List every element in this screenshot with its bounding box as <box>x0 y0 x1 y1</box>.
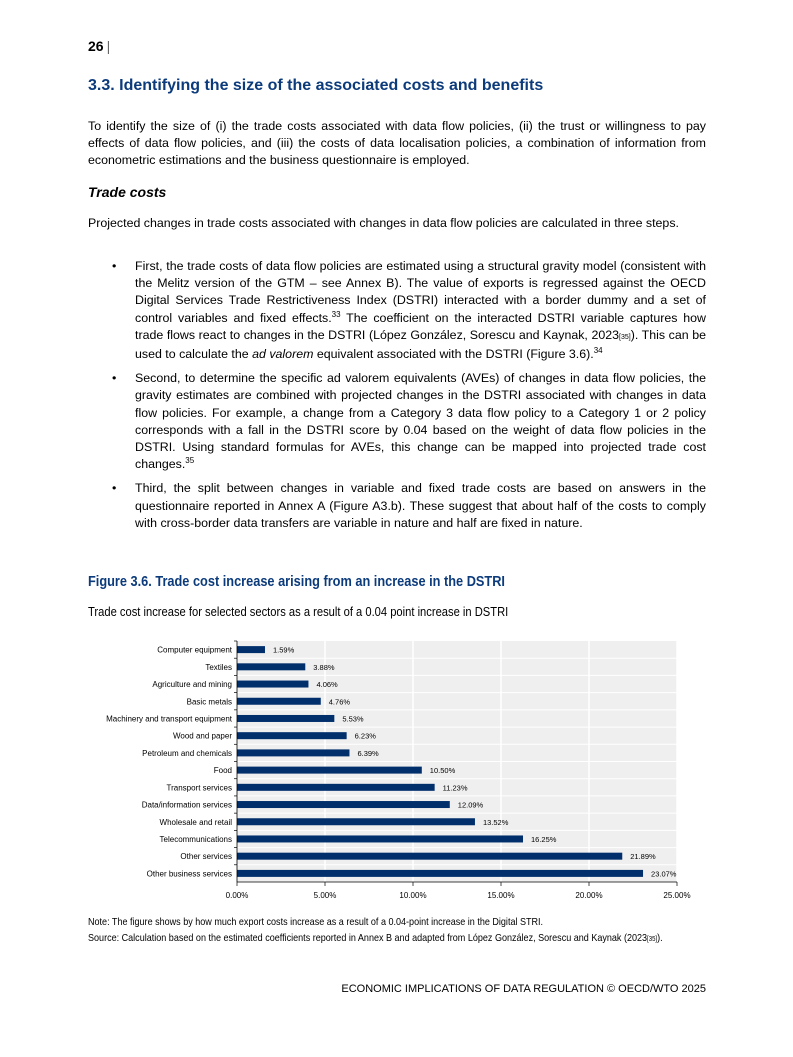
bar <box>237 749 349 756</box>
data-label: 5.53% <box>342 714 364 724</box>
bar <box>237 698 321 705</box>
data-label: 3.88% <box>313 662 335 672</box>
figure-title: Figure 3.6. Trade cost increase arising from an increase in the DSTRI <box>88 574 505 590</box>
subsection-title: Trade costs <box>88 184 167 200</box>
data-label: 1.59% <box>272 645 295 655</box>
figure-note: Note: The figure shows by how much export costs increase as a result of a 0.04-point increase in the Digital STRI. <box>88 916 544 928</box>
x-tick-label: 10.00% <box>399 891 427 900</box>
category-label: Transport services <box>166 783 232 793</box>
x-tick-label: 0.00% <box>225 891 249 900</box>
category-label: Data/information services <box>141 800 232 810</box>
figure-source: Source: Calculation based on the estimated coefficients reported in Annex B and adapted from López González, Sorescu and Kaynak (2023[35]). <box>88 932 663 944</box>
bar <box>237 732 347 739</box>
list-item: • Third, the split between changes in variable and fixed trade costs are based on answers in the questionnaire reported in Annex A (Figure A3.b). These suggest that about half of the costs to comply with cross-border data transfers are variable in nature and half are fixed in nature. <box>112 481 706 530</box>
x-tick-label: 15.00% <box>487 891 515 900</box>
category-label: Wholesale and retail <box>159 817 232 827</box>
category-label: Other business services <box>146 869 232 879</box>
x-tick-label: 20.00% <box>575 891 603 900</box>
trade-intro-paragraph: Projected changes in trade costs associated with changes in data flow policies are calculated in three steps. <box>88 216 679 230</box>
page-footer: ECONOMIC IMPLICATIONS OF DATA REGULATION © OECD/WTO 2025 <box>341 983 706 995</box>
data-label: 12.09% <box>457 800 484 810</box>
category-label: Food <box>213 766 232 776</box>
data-label: 6.23% <box>354 731 376 741</box>
bar <box>237 853 622 860</box>
category-label: Wood and paper <box>172 731 232 741</box>
list-item: • First, the trade costs of data flow policies are estimated using a structural gravity model (consistent with the Melitz version of the GTM – see Annex B). The value of exports is regressed against the OECD Digital Services Trade Restrictiveness Index (DSTRI) interacted with a border dummy and a set of control variables and fixed effects.$^{33}$ The coefficient on the interacted DSTRI variable captures how trade flows react to changes in the DSTRI (López González, Sorescu and Kaynak, 2023[35]). This can be used to calculate the ad valorem equivalent associated with the DSTRI (Figure 3.6).$^{34}$ <box>112 259 706 362</box>
data-label: 13.52% <box>482 817 509 827</box>
section-title: 3.3. Identifying the size of the associated costs and benefits <box>88 77 544 94</box>
bar <box>237 767 422 774</box>
bar <box>237 870 643 877</box>
x-tick-label: 25.00% <box>663 891 691 900</box>
bar <box>237 818 475 825</box>
intro-paragraph: To identify the size of (i) the trade costs associated with data flow policies, (ii) the trust or willingness to pay effects of data flow policies, and (iii) the costs of data localisation policies, a combination of information from econometric estimations and the business questionnaire is employed. <box>88 119 706 168</box>
category-label: Petroleum and chemicals <box>142 748 232 758</box>
data-label: 23.07% <box>651 869 677 879</box>
data-label: 11.23% <box>442 783 468 793</box>
figure-subtitle: Trade cost increase for selected sectors as a result of a 0.04 point increase in DSTRI <box>88 604 509 619</box>
data-label: 16.25% <box>531 834 557 844</box>
bar <box>237 646 265 653</box>
bar <box>237 663 305 670</box>
data-label: 10.50% <box>429 766 456 776</box>
category-label: Other services <box>180 852 232 862</box>
bar <box>237 835 523 842</box>
data-label: 4.06% <box>316 680 338 690</box>
bar <box>237 681 308 688</box>
category-label: Textiles <box>205 662 232 672</box>
list-item: • Second, to determine the specific ad valorem equivalents (AVEs) of changes in data flow policies, the gravity estimates are combined with projected changes in the DSTRI associated with changes in data flow policies. For example, a change from a Category 3 data flow policy to a Category 1 or 2 policy corresponds with a fall in the DSTRI score by 0.04 based on the weight of data flow policies in the DSTRI. Using standard formulas for AVEs, this change can be mapped into projected trade cost changes.$^{35}$ <box>112 371 706 472</box>
page-number: 26 | <box>88 38 111 54</box>
bar <box>237 801 450 808</box>
bar <box>237 784 435 791</box>
category-label: Telecommunications <box>159 834 232 844</box>
category-label: Computer equipment <box>157 645 232 655</box>
data-label: 21.89% <box>630 852 656 862</box>
category-label: Basic metals <box>186 697 232 707</box>
bar <box>237 715 334 722</box>
data-label: 6.39% <box>357 748 379 758</box>
data-label: 4.76% <box>328 697 351 707</box>
category-label: Agriculture and mining <box>152 680 232 690</box>
category-label: Machinery and transport equipment <box>106 714 232 724</box>
x-tick-label: 5.00% <box>313 891 337 900</box>
